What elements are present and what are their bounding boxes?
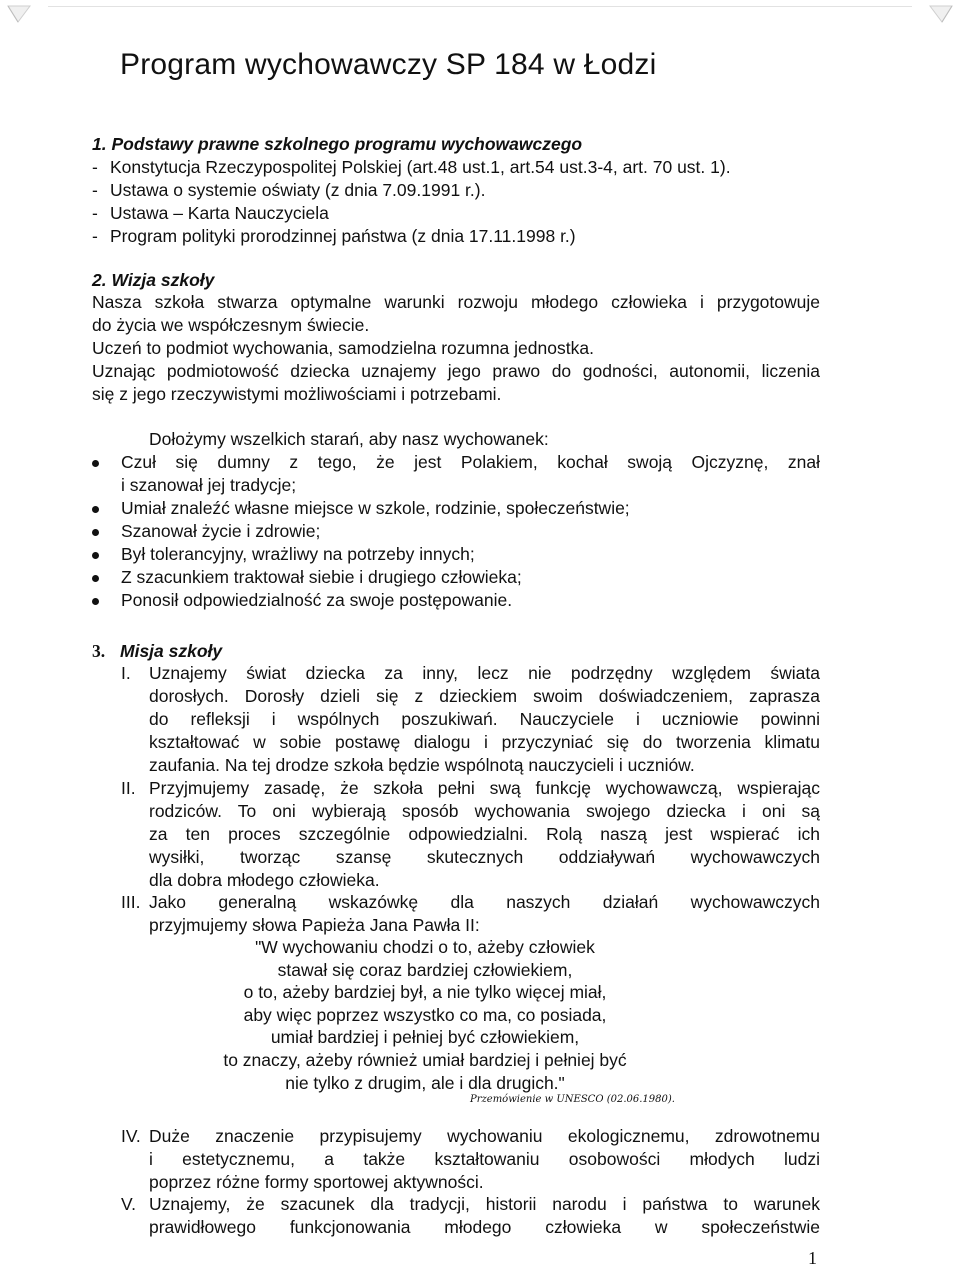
viewer-top-bar bbox=[0, 0, 960, 22]
document-title: Program wychowawczy SP 184 w Łodzi bbox=[120, 48, 657, 81]
section3-number: 3. bbox=[92, 641, 106, 661]
quote-line: o to, ażeby bardziej był, a nie tylko więcej miał, bbox=[243, 982, 607, 1003]
bullet-item: Szanował życie i zdrowie; bbox=[121, 521, 321, 541]
section2-intro: Dołożymy wszelkich starań, aby nasz wychowanek: bbox=[149, 429, 549, 449]
section2-paragraph-line: Nasza szkoła stwarza optymalne warunki rozwoju młodego człowieka i przygotowuje bbox=[92, 292, 820, 312]
pope-quote bbox=[180, 936, 670, 1094]
mission-line: do refleksji i wspólnych poszukiwań. Nauczyciele i uczniowie powinni bbox=[149, 709, 820, 729]
quote-line: aby więc poprzez wszystko co ma, co posiada, bbox=[243, 1004, 607, 1025]
quote-source: Przemówienie w UNESCO (02.06.1980). bbox=[470, 1094, 675, 1105]
mission-point-number: I. bbox=[121, 663, 131, 683]
bullet-item: Był tolerancyjny, wrażliwy na potrzeby innych; bbox=[121, 544, 475, 564]
mission-point-number: V. bbox=[121, 1194, 136, 1214]
section1-item: - Ustawa o systemie oświaty (z dnia 7.09.1991 r.). bbox=[92, 180, 486, 200]
bullet-icon bbox=[92, 552, 99, 559]
bullet-icon bbox=[92, 506, 99, 513]
mission-line: prawidłowego funkcjonowania młodego człowieka w społeczeństwie bbox=[149, 1217, 820, 1237]
section2-heading: 2. Wizja szkoły bbox=[92, 270, 215, 290]
quote-line: stawał się coraz bardziej człowiekiem, bbox=[277, 959, 573, 980]
mission-line: Przyjmujemy zasadę, że szkoła pełni swą funkcję wychowawczą, wspierając bbox=[149, 778, 820, 798]
section2-paragraph-line: do życia we współczesnym świecie. bbox=[92, 315, 370, 335]
mission-line: Uznajemy świat dziecka za inny, lecz nie podrzędny względem świata bbox=[149, 663, 820, 683]
mission-line: przyjmujemy słowa Papieża Jana Pawła II: bbox=[149, 915, 480, 935]
mission-line: rodziców. To oni wybierają sposób wychowania swojego dziecka i oni są bbox=[149, 801, 820, 821]
mission-line: kształtować w sobie postawę dialogu i przyczyniać się do tworzenia klimatu bbox=[149, 732, 820, 752]
mission-line: Uznajemy, że szacunek dla tradycji, historii narodu i państwa to warunek bbox=[149, 1194, 820, 1214]
page-curl-right-icon bbox=[928, 2, 954, 24]
section1-item: - Program polityki prorodzinnej państwa (z dnia 17.11.1998 r.) bbox=[92, 226, 576, 246]
section2-paragraph: Uczeń to podmiot wychowania, samodzielna rozumna jednostka. bbox=[92, 338, 594, 358]
section2-paragraph-line: się z jego rzeczywistymi możliwościami i potrzebami. bbox=[92, 384, 502, 404]
mission-point-number: II. bbox=[121, 778, 136, 798]
bullet-item-continuation: i szanował jej tradycje; bbox=[121, 475, 297, 495]
mission-line: za ten proces szczególnie odpowiedzialni. Rolą naszą jest wspierać ich bbox=[149, 824, 820, 844]
bullet-item: Umiał znaleźć własne miejsce w szkole, rodzinie, społeczeństwie; bbox=[121, 498, 630, 518]
mission-line: Jako generalną wskazówkę dla naszych działań wychowawczych bbox=[149, 892, 820, 912]
mission-line: poprzez różne formy sportowej aktywności. bbox=[149, 1172, 484, 1192]
section1-heading: 1. Podstawy prawne szkolnego programu wychowawczego bbox=[92, 134, 583, 154]
mission-line: dla dobra młodego człowieka. bbox=[149, 870, 380, 890]
page-curl-left-icon bbox=[6, 2, 32, 24]
quote-line: "W wychowaniu chodzi o to, ażeby człowiek bbox=[255, 937, 595, 957]
bullet-item: Ponosił odpowiedzialność za swoje postępowanie. bbox=[121, 590, 513, 610]
bullet-icon bbox=[92, 460, 99, 467]
section2-paragraph-line: Uznając podmiotowość dziecka uznajemy jego prawo do godności, autonomii, liczenia bbox=[92, 361, 820, 381]
bullet-item: Z szacunkiem traktował siebie i drugiego człowieka; bbox=[121, 567, 522, 587]
mission-point-number: IV. bbox=[121, 1126, 141, 1146]
mission-line: wysiłki, tworząc szansę skutecznych oddziaływań wychowawczych bbox=[149, 847, 820, 867]
mission-line: i estetycznemu, a także kształtowaniu osobowości młodych ludzi bbox=[149, 1149, 820, 1169]
bullet-icon bbox=[92, 529, 99, 536]
bullet-icon bbox=[92, 598, 99, 605]
section3-heading: Misja szkoły bbox=[120, 641, 223, 661]
mission-line: dorosłych. Dorosły dzieli się z dzieckiem swoim doświadczeniem, zaprasza bbox=[149, 686, 820, 706]
section1-item: - Ustawa – Karta Nauczyciela bbox=[92, 203, 329, 223]
bullet-item: Czuł się dumny z tego, że jest Polakiem, kochał swoją Ojczyznę, znał bbox=[121, 452, 820, 472]
quote-line: umiał bardziej i pełniej być człowiekiem, bbox=[270, 1027, 580, 1048]
mission-line: Duże znaczenie przypisujemy wychowaniu ekologicznemu, zdrowotnemu bbox=[149, 1126, 820, 1146]
mission-line: zaufania. Na tej drodze szkoła będzie wspólnotą nauczycieli i uczniów. bbox=[149, 755, 695, 775]
quote-line: nie tylko z drugim, ale i dla drugich." bbox=[285, 1072, 565, 1093]
bullet-icon bbox=[92, 575, 99, 582]
section1-item: - Konstytucja Rzeczypospolitej Polskiej (art.48 ust.1, art.54 ust.3-4, art. 70 ust. 1). bbox=[92, 157, 731, 177]
quote-line: to znaczy, ażeby również umiał bardziej i pełniej być bbox=[223, 1049, 627, 1070]
page-number: 1 bbox=[808, 1248, 817, 1268]
mission-point-number: III. bbox=[121, 892, 141, 912]
